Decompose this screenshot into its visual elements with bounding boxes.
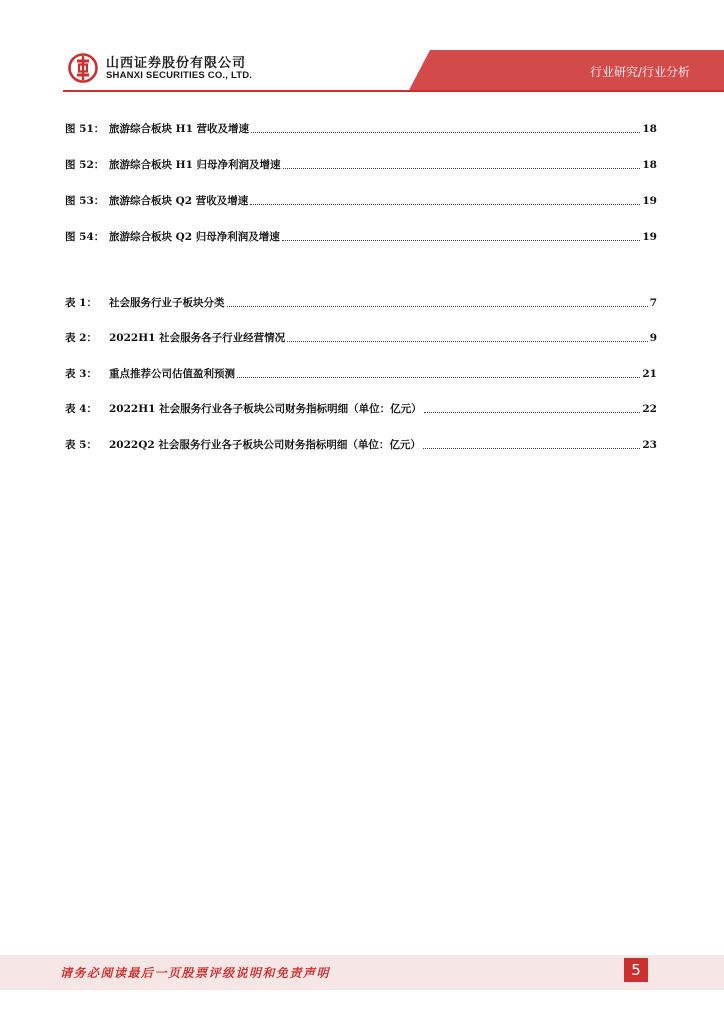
toc-title: 2022H1 社会服务各子行业经营情况 xyxy=(109,332,286,344)
toc-entry-table-4[interactable] xyxy=(65,401,657,417)
toc-title: 旅游综合板块 H1 归母净利润及增速 xyxy=(109,159,281,171)
toc-label: 图 51： xyxy=(65,123,105,135)
company-name-cn: 山西证券股份有限公司 xyxy=(106,56,247,71)
dot-leader xyxy=(287,340,648,342)
toc-label: 图 54： xyxy=(65,231,105,243)
toc-entry-figure-51[interactable] xyxy=(65,121,657,137)
page-header xyxy=(0,0,724,110)
toc-entry-figure-52[interactable] xyxy=(65,157,657,173)
dot-leader xyxy=(283,167,641,169)
dot-leader xyxy=(424,411,641,413)
dot-leader xyxy=(251,131,640,133)
footer-disclaimer: 请务必阅读最后一页股票评级说明和免责声明 xyxy=(60,966,331,980)
toc-entry-figure-54[interactable] xyxy=(65,229,657,245)
toc-title: 旅游综合板块 Q2 营收及增速 xyxy=(109,195,249,207)
toc-label: 图 52： xyxy=(65,159,105,171)
page-number: 5 xyxy=(624,958,648,982)
toc-page-number: 22 xyxy=(642,403,657,415)
toc-label: 表 1： xyxy=(65,297,97,309)
toc-label: 表 2： xyxy=(65,332,97,344)
company-logo-icon xyxy=(68,53,98,83)
toc-entry-table-3[interactable] xyxy=(65,366,657,382)
toc-page-number: 18 xyxy=(642,123,657,135)
toc-page-number: 19 xyxy=(642,195,657,207)
toc-page-number: 19 xyxy=(642,231,657,243)
toc-label: 表 4： xyxy=(65,403,97,415)
toc-entry-table-2[interactable] xyxy=(65,330,657,346)
toc-title: 旅游综合板块 Q2 归母净利润及增速 xyxy=(109,231,280,243)
toc-label: 图 53： xyxy=(65,195,105,207)
toc-entry-table-5[interactable] xyxy=(65,437,657,453)
toc-page-number: 18 xyxy=(642,159,657,171)
toc-title: 社会服务行业子板块分类 xyxy=(109,297,225,309)
toc-page-number: 7 xyxy=(649,297,657,309)
company-name-en: SHANXI SECURITIES CO., LTD. xyxy=(106,70,253,81)
dot-leader xyxy=(423,447,641,449)
toc-page-number: 9 xyxy=(649,332,657,344)
toc-page-number: 23 xyxy=(642,439,657,451)
dot-leader xyxy=(282,239,641,241)
dot-leader xyxy=(250,203,640,205)
dot-leader xyxy=(227,305,648,307)
toc-entry-figure-53[interactable] xyxy=(65,193,657,209)
toc-entry-table-1[interactable] xyxy=(65,295,657,311)
toc-page-number: 21 xyxy=(642,368,657,380)
toc-title: 2022Q2 社会服务行业各子板块公司财务指标明细（单位：亿元） xyxy=(109,439,421,451)
toc-label: 表 5： xyxy=(65,439,97,451)
toc-title: 重点推荐公司估值盈利预测 xyxy=(109,368,235,380)
report-category: 行业研究/行业分析 xyxy=(589,65,690,79)
toc-label: 表 3： xyxy=(65,368,97,380)
toc-title: 旅游综合板块 H1 营收及增速 xyxy=(109,123,250,135)
header-divider xyxy=(63,90,724,92)
toc-title: 2022H1 社会服务行业各子板块公司财务指标明细（单位：亿元） xyxy=(109,403,422,415)
dot-leader xyxy=(237,376,640,378)
